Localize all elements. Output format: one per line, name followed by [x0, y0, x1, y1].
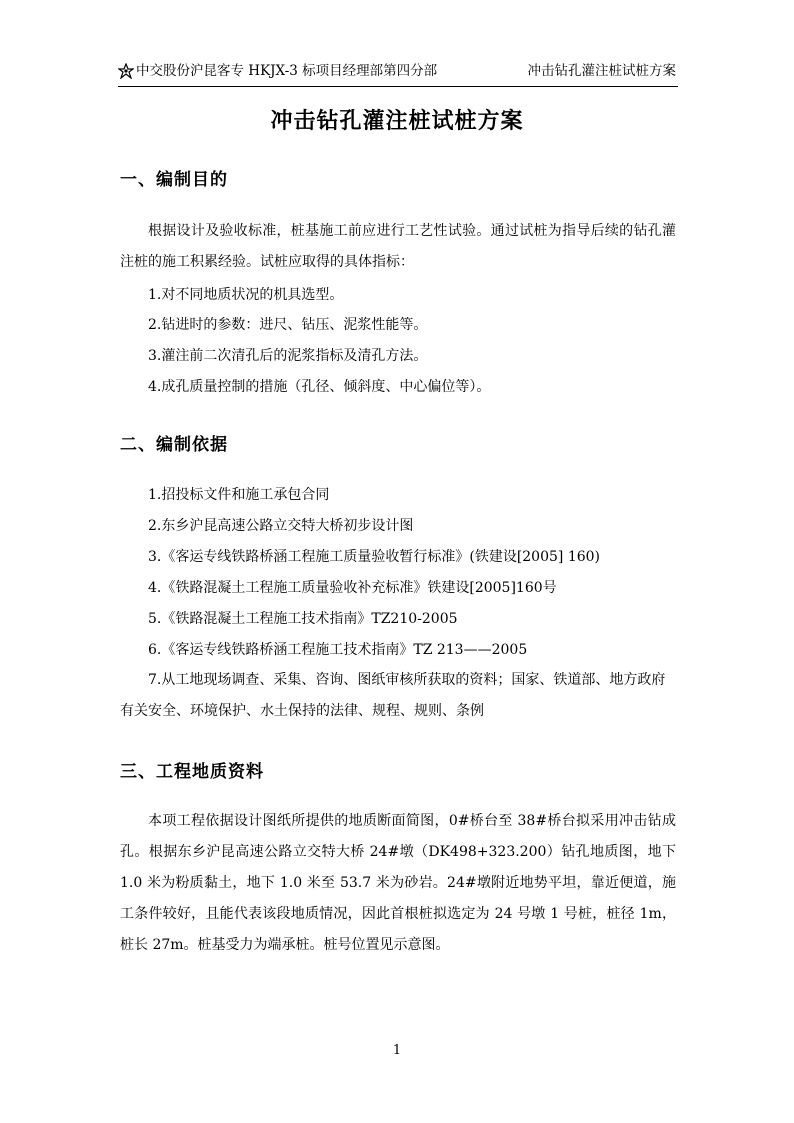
- page-header: [118, 60, 678, 82]
- list-item: 5.《铁路混凝土工程施工技术指南》TZ210-2005: [148, 611, 458, 627]
- list-item: 2.钻进时的参数：进尺、钻压、泥浆性能等。: [148, 317, 428, 333]
- company-logo-icon: [118, 63, 134, 79]
- section-heading-basis: 二、编制依据: [120, 435, 228, 455]
- list-item: 7.从工地现场调查、采集、咨询、图纸审核所获取的资料；国家、铁道部、地方政府有关安全、环境保护、水土保持的法律、规程、规则、条例: [120, 672, 666, 719]
- header-left: [118, 60, 437, 82]
- page-number: 1: [392, 1043, 402, 1058]
- list-item: 6.《客运专线铁路桥涵工程施工技术指南》TZ 213——2005: [148, 642, 528, 658]
- header-project-name: 中交股份沪昆客专 HKJX-3 标项目经理部第四分部: [136, 63, 438, 79]
- list-item: 4.成孔质量控制的措施（孔径、倾斜度、中心偏位等）。: [148, 379, 491, 395]
- document-title: 冲击钻孔灌注桩试桩方案: [270, 108, 524, 134]
- list-item: 3.《客运专线铁路桥涵工程施工质量验收暂行标准》(铁建设[2005] 160): [148, 549, 601, 565]
- section-heading-geology: 三、工程地质资料: [120, 762, 264, 782]
- header-document-name: 冲击钻孔灌注桩试桩方案: [527, 63, 676, 79]
- section-heading-purpose: 一、编制目的: [120, 170, 228, 190]
- list-item: 3.灌注前二次清孔后的泥浆指标及清孔方法。: [148, 348, 428, 364]
- list-item: 4.《铁路混凝土工程施工质量验收补充标准》铁建设[2005]160号: [148, 580, 557, 596]
- section-paragraph-geology: 本项工程依据设计图纸所提供的地质断面简图，0#桥台至 38#桥台拟采用冲击钻成孔。根据东乡沪昆高速公路立交特大桥 24#墩（DK498+323.200）钻孔地质图，地下 1.0 米为粉质黏土，地下 1.0 米至 53.7 米为砂岩。24#墩附近地势平坦，靠近便道，施工条件较好，且能代表该段地质情况，因此首根桩拟选定为 24 号墩 1 号桩，桩径 1m，桩长 27m。桩基受力为端承桩。桩号位置见示意图。: [120, 813, 676, 953]
- list-item: 1.对不同地质状况的机具选型。: [148, 287, 344, 303]
- list-item: 1.招投标文件和施工承包合同: [148, 487, 330, 503]
- section-paragraph-purpose: 根据设计及验收标准，桩基施工前应进行工艺性试验。通过试桩为指导后续的钻孔灌注桩的施工积累经验。试桩应取得的具体指标：: [120, 223, 676, 270]
- list-item: 2.东乡沪昆高速公路立交特大桥初步设计图: [148, 518, 414, 534]
- header-divider: [118, 86, 678, 87]
